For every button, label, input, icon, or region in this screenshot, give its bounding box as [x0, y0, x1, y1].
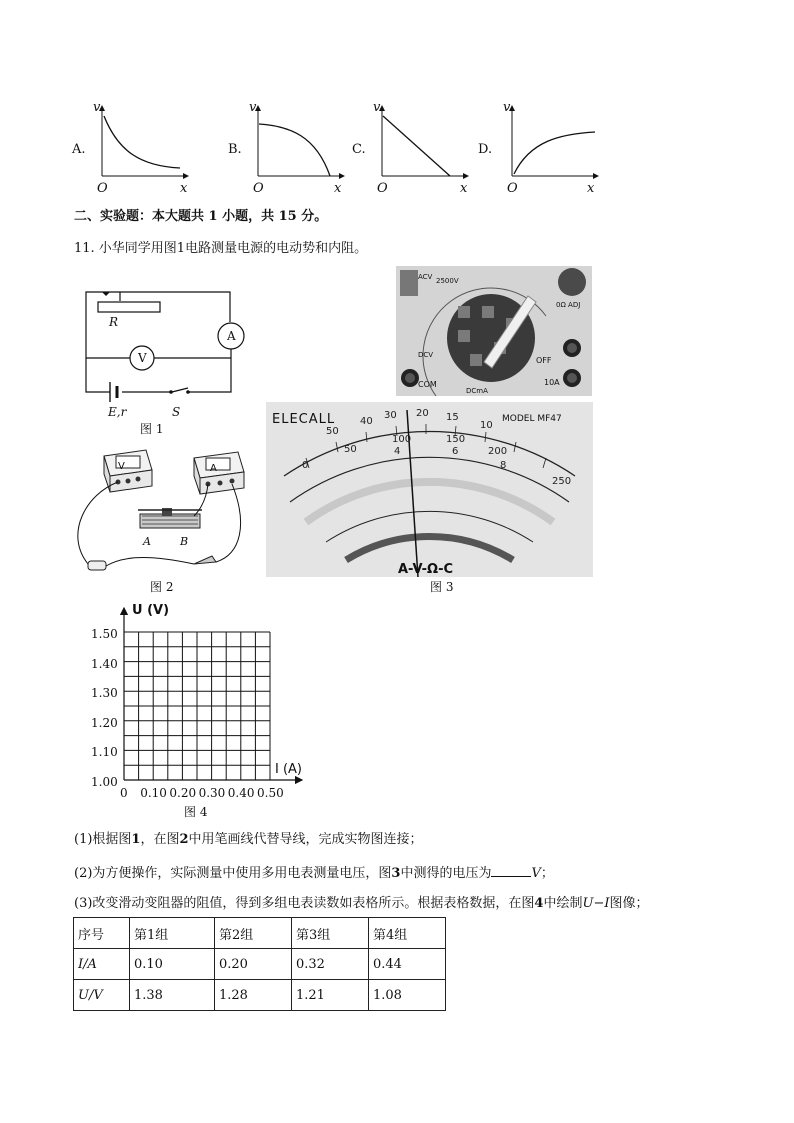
- subquestion-2: (2)为方便操作，实际测量中使用多用电表测量电压，图3中测得的电压为 V；: [74, 866, 554, 881]
- x-tick-label: 0.20: [169, 786, 197, 800]
- table-header-cell: 第1组: [130, 918, 215, 949]
- svg-text:150: 150: [446, 434, 466, 445]
- axis-x-d: x: [587, 181, 595, 196]
- fig2-v-symbol: V: [118, 461, 125, 472]
- y-tick-label: 1.00: [91, 775, 118, 789]
- fig4-x-label: I (A): [275, 762, 303, 777]
- axis-x-a: x: [180, 181, 188, 196]
- fig3-brand: ELECALL: [272, 412, 336, 427]
- svg-text:8: 8: [500, 460, 507, 471]
- fig3-panel-dcv: DCV: [418, 351, 434, 359]
- svg-text:40: 40: [360, 416, 373, 427]
- figure-2-apparatus: [66, 444, 252, 576]
- y-tick-label: 1.30: [91, 686, 118, 701]
- fig2-caption: 图 2: [150, 580, 174, 594]
- subquestion-1: (1)根据图1，在图2中用笔画线代替导线，完成实物图连接；: [74, 832, 423, 847]
- fig2-voltmeter: [104, 450, 152, 492]
- svg-text:15: 15: [446, 412, 459, 423]
- svg-text:250: 250: [552, 476, 572, 487]
- fig1-voltmeter-label: V: [138, 351, 147, 365]
- fig3-bottom-label: A-V-Ω-C: [398, 562, 454, 577]
- fig2-rheostat: [138, 508, 202, 528]
- axis-v-d: v: [503, 100, 511, 115]
- fig1-caption: 图 1: [140, 422, 164, 436]
- option-a-graph: [102, 106, 188, 176]
- x-tick-label: 0.40: [227, 786, 255, 800]
- svg-text:6: 6: [452, 446, 459, 457]
- fig4-y-label: U (V): [132, 603, 170, 618]
- data-table: [73, 917, 446, 1011]
- question-11: 11. 小华同学用图1电路测量电源的电动势和内阻。: [74, 241, 368, 256]
- svg-text:10: 10: [480, 420, 493, 431]
- fig3-panel-acv: ACV: [418, 273, 433, 281]
- option-c-label[interactable]: C.: [352, 142, 366, 157]
- axis-x-c: x: [460, 181, 468, 196]
- table-header-row: [74, 918, 446, 949]
- option-b-graph: [258, 106, 344, 176]
- svg-text:20: 20: [416, 408, 429, 419]
- table-cell: 1.08: [369, 980, 446, 1011]
- fig3-panel-adj: 0Ω ADJ: [556, 301, 581, 309]
- axis-o-c: O: [377, 181, 388, 196]
- x-tick-label: 0.10: [140, 786, 167, 800]
- table-cell: U/V: [74, 980, 130, 1011]
- y-tick-label: 1.50: [91, 627, 118, 641]
- y-tick-label: 1.40: [91, 656, 118, 671]
- table-cell: 0.20: [215, 949, 292, 980]
- axis-o-a: O: [97, 181, 108, 196]
- axis-o-d: O: [507, 181, 518, 196]
- axis-x-b: x: [334, 181, 342, 196]
- option-c-graph: [382, 106, 468, 176]
- table-cell: 1.21: [292, 980, 369, 1011]
- fig3-caption: 图 3: [430, 580, 454, 594]
- option-b-label[interactable]: B.: [228, 142, 242, 157]
- table-header-cell: 第2组: [215, 918, 292, 949]
- table-cell: 1.28: [215, 980, 292, 1011]
- svg-text:0: 0: [302, 460, 309, 471]
- table-header-cell: 序号: [74, 918, 130, 949]
- table-cell: I/A: [74, 949, 130, 980]
- y-tick-label: 1.20: [91, 715, 118, 730]
- section-title: 二、实验题：本大题共 1 小题，共 15 分。: [74, 209, 328, 224]
- table-header-cell: 第3组: [292, 918, 369, 949]
- fig4-caption: 图 4: [184, 805, 208, 819]
- fig3-model: MODEL MF47: [502, 414, 562, 424]
- svg-text:30: 30: [384, 410, 397, 421]
- svg-text:100: 100: [392, 434, 412, 445]
- figure-1-circuit: [70, 284, 255, 410]
- fig3-panel-10a: 10A: [544, 378, 560, 387]
- fig3-panel-off: OFF: [536, 356, 552, 365]
- table-row: [74, 980, 446, 1011]
- table-row: [74, 949, 446, 980]
- fig1-label-er: E,r: [108, 405, 127, 419]
- fig3-panel-com: COM: [418, 380, 437, 389]
- table-cell: 0.32: [292, 949, 369, 980]
- table-header-cell: 第4组: [369, 918, 446, 949]
- table-cell: 0.44: [369, 949, 446, 980]
- svg-text:4: 4: [394, 446, 401, 457]
- fig3-panel-2500: 2500V: [436, 277, 459, 285]
- fig2-label-a: A: [143, 535, 151, 548]
- option-d-label[interactable]: D.: [478, 142, 493, 157]
- axis-o-b: O: [253, 181, 264, 196]
- axis-v-a: v: [93, 100, 101, 115]
- svg-text:200: 200: [488, 446, 508, 457]
- fig3-panel-dcma: DCmA: [466, 387, 488, 395]
- fig3-selector-panel: [396, 266, 592, 396]
- fig3-meter-dial: [266, 402, 593, 577]
- axis-v-c: v: [373, 100, 381, 115]
- axis-v-b: v: [249, 100, 257, 115]
- x-tick-label: 0: [120, 786, 128, 800]
- table-cell: 0.10: [130, 949, 215, 980]
- table-cell: 1.38: [130, 980, 215, 1011]
- fig2-a-symbol: A: [210, 463, 217, 474]
- svg-text:50: 50: [344, 444, 357, 455]
- fig2-ammeter: [194, 452, 244, 494]
- answer-blank[interactable]: [491, 864, 531, 877]
- svg-text:50: 50: [326, 426, 339, 437]
- option-d-graph: [512, 106, 598, 176]
- x-tick-label: 0.50: [257, 786, 284, 800]
- option-a-label[interactable]: A.: [72, 142, 86, 157]
- x-tick-label: 0.30: [198, 786, 226, 800]
- subquestion-3: (3)改变滑动变阻器的阻值，得到多组电表读数如表格所示。根据表格数据，在图4中绘制U−I图像；: [74, 896, 649, 911]
- fig1-ammeter-label: A: [227, 329, 236, 343]
- fig1-label-s: S: [172, 405, 181, 419]
- fig1-label-r: R: [109, 315, 119, 329]
- fig2-label-b: B: [180, 535, 189, 548]
- y-tick-label: 1.10: [91, 745, 118, 760]
